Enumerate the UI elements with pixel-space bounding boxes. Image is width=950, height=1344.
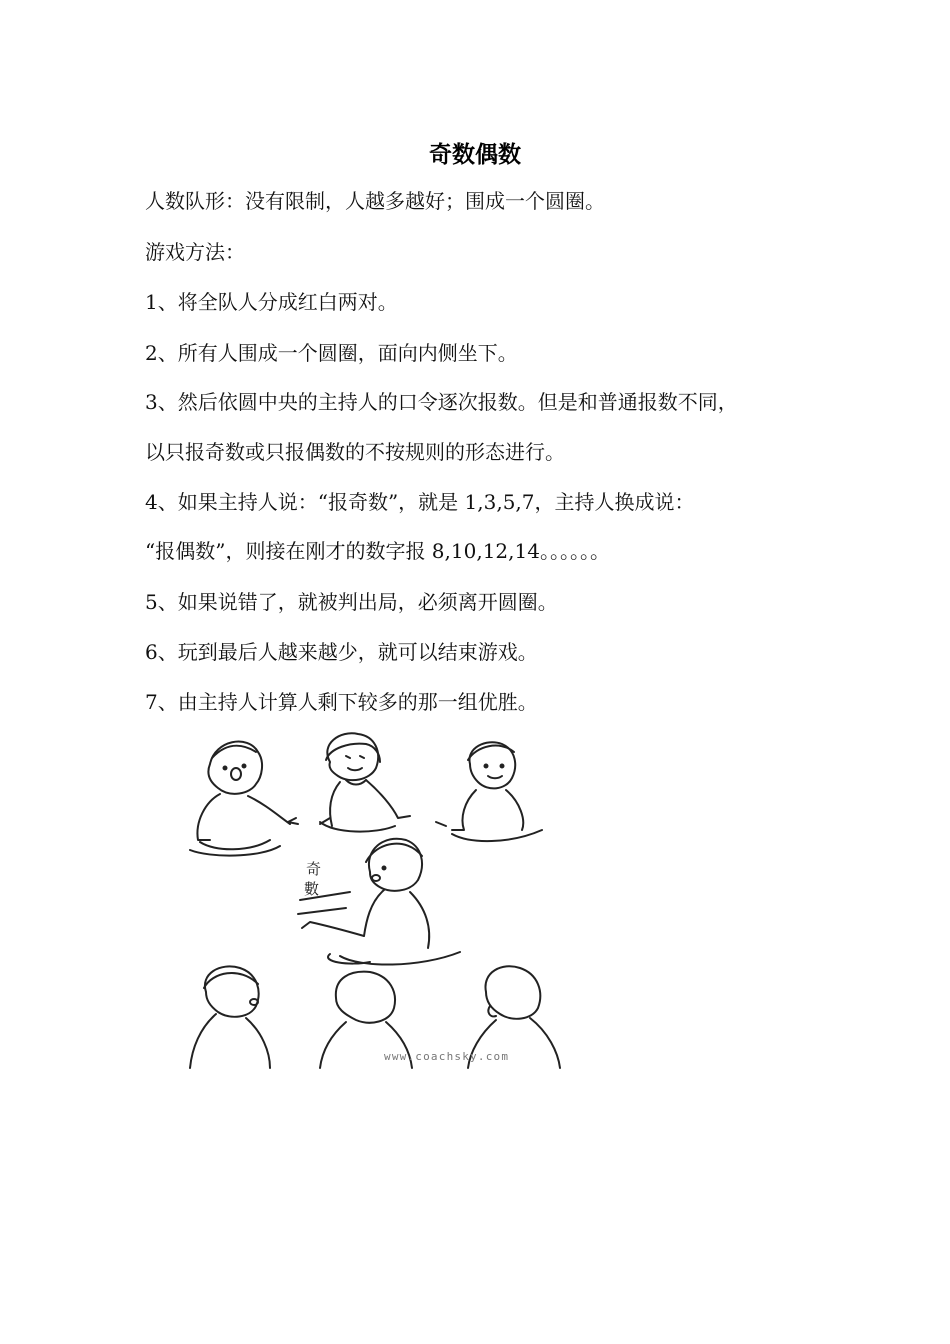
line-step-4b: “报偶数”，则接在刚才的数字报 8,10,12,14。。。。。。: [145, 539, 610, 563]
line-step-3a: 3、然后依圆中央的主持人的口令逐次报数。但是和普通报数不同，: [145, 390, 738, 414]
watermark-text: www.coachsky.com: [384, 1050, 510, 1063]
child-top-left: [190, 742, 298, 856]
document-title: 奇数偶数: [429, 142, 521, 168]
line-step-5: 5、如果说错了，就被判出局，必须离开圆圈。: [145, 590, 558, 614]
line-step-3b: 以只报奇数或只报偶数的不按规则的形态进行。: [145, 440, 565, 464]
illustration-svg: [170, 722, 590, 1072]
child-center-leader: [298, 839, 460, 965]
line-step-7: 7、由主持人计算人剩下较多的那一组优胜。: [145, 690, 538, 714]
children-game-illustration: [170, 722, 590, 1072]
speech-text-odd-2: 數: [304, 880, 320, 898]
line-method-heading: 游戏方法：: [145, 240, 245, 264]
speech-text-odd-1: 奇: [306, 860, 322, 878]
line-step-6: 6、玩到最后人越来越少，就可以结束游戏。: [145, 640, 538, 664]
line-formation: 人数队形：没有限制，人越多越好；围成一个圆圈。: [145, 189, 605, 213]
line-step-4a: 4、如果主持人说：“报奇数”，就是 1,3,5,7，主持人换成说：: [145, 490, 695, 514]
child-bottom-left: [190, 966, 270, 1068]
line-step-1: 1、将全队人分成红白两对。: [145, 290, 398, 314]
line-step-2: 2、所有人围成一个圆圈，面向内侧坐下。: [145, 341, 518, 365]
child-top-middle: [320, 733, 410, 831]
child-top-right: [436, 742, 542, 841]
